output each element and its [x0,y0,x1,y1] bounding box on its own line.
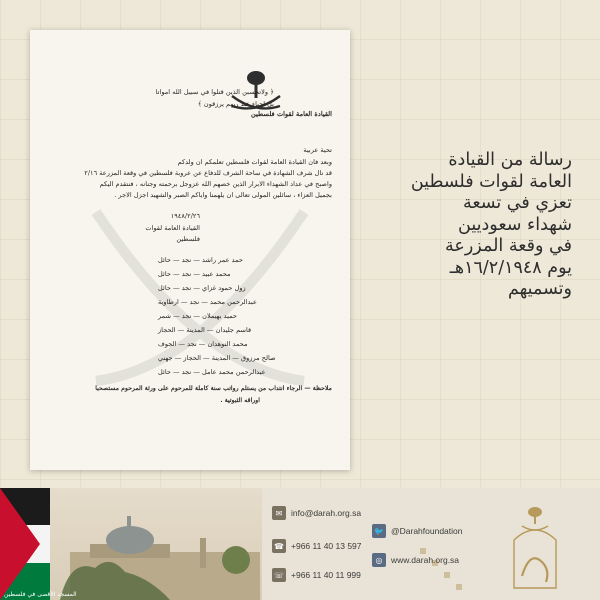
email-contact[interactable] [272,506,361,520]
martyr-name: محمد النوهدان — نجد — الجوف [158,340,248,348]
phone-contact-1[interactable] [272,539,362,553]
letter-date: ١٩٤٨/٢/٢٦ [170,212,200,220]
globe-icon: ◎ [372,553,386,567]
martyr-name: حمد عمر راشد — نجد — حائل [158,256,243,264]
phone-contact-2[interactable] [272,568,361,582]
body-line: قد نال شرف الشهادة في ساحة الشرف للدفاع عن عروبة فلسطين في وقعة المزرعة ٢/١٦ [84,169,332,177]
martyr-name: عبدالرحمن محمد — نجد — ارطاوية [158,298,257,306]
letter-header-org: القيادة العامة لقوات فلسطين [251,110,332,118]
body-line: واصبح في عداد الشهداء الابرار الذين خصهم الله عزوجل برحمته وجنانه ، فنتقدم اليكم [99,180,332,188]
body-line: بجميل العزاء ، سائلين المولى تعالى ان يلهمنا واياكم الصبر والشهيد اجزل الاجر . [114,191,332,199]
website-text[interactable]: www.darah.org.sa [391,555,460,565]
website-contact[interactable] [372,553,459,567]
title-line: رسالة من القيادة [448,150,572,170]
martyr-name: محمد عبيد — نجد — حائل [158,270,231,278]
email-text[interactable]: info@darah.org.sa [291,508,362,518]
title-line: وتسميهم [507,279,572,299]
martyr-name: صالح مرزوق — المدينة — الحجاز — جهني [158,354,276,362]
twitter-text[interactable]: @Darahfoundation [391,526,463,536]
twitter-icon: 🐦 [372,524,386,538]
title-line: تعزي في تسعة [462,193,572,213]
title-line: العامة لقوات فلسطين [410,171,572,192]
post-title [352,150,572,301]
verse-line-2: بل احياء عند ربهم يرزقون ﴾ [197,100,274,108]
greeting: تحية عربية [303,146,332,154]
al-aqsa-photo [0,488,262,600]
phone-icon: ☎ [272,539,286,553]
phone-text-2[interactable]: +966 11 40 11 999 [291,570,361,580]
note-line-1: ملاحظة — الرجاء انتداب من يستلم رواتب سنة كاملة للمرحوم على ورثة المرحوم مستصحبا [95,385,332,392]
title-line: في وقعة المزرعة [445,236,572,256]
twitter-contact[interactable] [372,524,462,538]
phone-text-1[interactable]: +966 11 40 13 597 [291,541,362,551]
mail-icon: ✉ [272,506,286,520]
martyr-name: قاسم جليدان — المدينة — الحجاز [158,326,252,334]
signature-line-1: القيادة العامة لقوات [145,224,200,232]
body-line: وبعد فان القيادة العامة لقوات فلسطين تعلمكم ان ولدكم [177,158,332,166]
martyr-name: حميد بهيملان — نجد — شمر [158,312,237,320]
palestine-flag-icon [0,488,50,600]
footer-bar [0,488,600,600]
fax-icon: ☏ [272,568,286,582]
martyr-name: عبدالرحمن محمد عامل — نجد — حائل [158,368,266,376]
title-line: يوم ١٦/٢/١٩٤٨هـ [449,257,572,278]
note-line-2: اوراقه الثبوتية . [220,397,260,404]
darah-logo [500,500,570,592]
photo-caption: المسجد الأقصى في فلسطين [4,591,77,598]
title-line: شهداء سعوديين [458,214,572,235]
martyr-name: زول حمود غزاي — نجد — حائل [158,284,246,292]
verse-line-1: ﴿ ولاتحسبن الذين قتلوا في سبيل الله امواتا [155,88,274,96]
signature-line-2: فلسطين [176,235,200,243]
historical-letter [30,30,350,470]
